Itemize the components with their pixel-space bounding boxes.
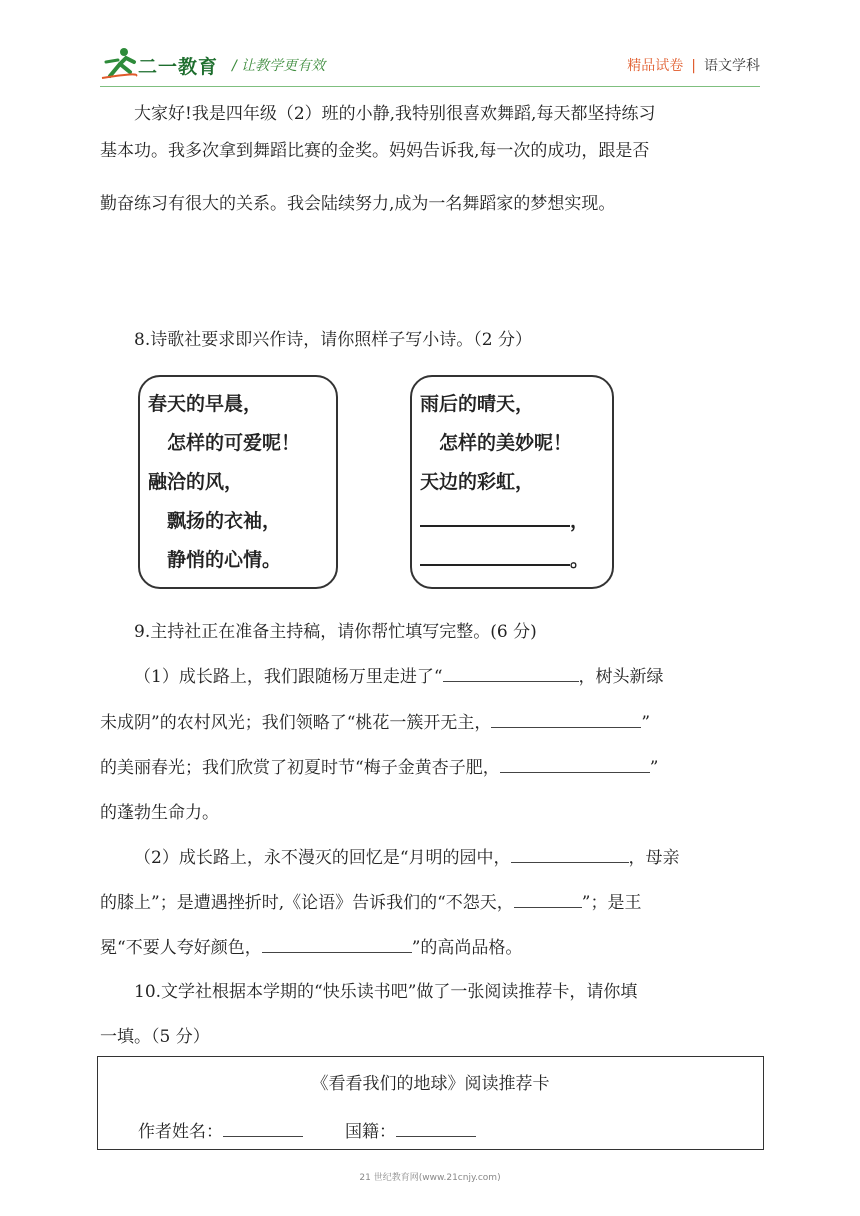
poem-blank-1[interactable] bbox=[420, 507, 570, 527]
q9-p1-line-2: 未成阴”的农村风光；我们领略了“桃花一簇开无主， ” bbox=[100, 713, 651, 733]
poem-blank-2[interactable] bbox=[420, 546, 570, 566]
brand-slogan: / 让教学更有效 bbox=[232, 58, 326, 74]
poem-left-line-4: 飘扬的衣袖， bbox=[148, 510, 282, 532]
q9-title: 9.主持社正在准备主持稿，请你帮忙填写完整。(6 分) bbox=[134, 622, 537, 642]
q9-p1-line-1: （1）成长路上，我们跟随杨万里走进了“ ，树头新绿 bbox=[134, 667, 664, 687]
card-fields bbox=[138, 1117, 476, 1142]
q9-p2-line-3: 冕“不要人夸好颜色， ”的高尚品格。 bbox=[100, 938, 523, 958]
q9-p1-line-3: 的美丽春光；我们欣赏了初夏时节“梅子金黄杏子肥， ” bbox=[100, 758, 659, 778]
q10-line-2: 一填。（5 分） bbox=[100, 1027, 210, 1047]
q9-p1-line-4: 的蓬勃生命力。 bbox=[100, 803, 219, 823]
poem-right-line-2: 怎样的美妙呢！ bbox=[420, 432, 573, 454]
poem-left-line-3: 融洽的风， bbox=[148, 471, 244, 493]
poem-left-line-5: 静悄的心情。 bbox=[148, 549, 282, 571]
author-blank[interactable] bbox=[223, 1122, 303, 1137]
reading-recommendation-card bbox=[97, 1056, 764, 1150]
poem-left-line-1: 春天的早晨， bbox=[148, 393, 263, 415]
poem-example-box bbox=[138, 375, 338, 589]
q9-blank-6[interactable] bbox=[262, 938, 412, 953]
poem-right-line-3: 天边的彩虹， bbox=[420, 471, 535, 493]
nation-blank[interactable] bbox=[396, 1122, 476, 1137]
q9-blank-3[interactable] bbox=[500, 758, 650, 773]
q10-line-1: 10.文学社根据本学期的“快乐读书吧”做了一张阅读推荐卡，请你填 bbox=[134, 982, 638, 1002]
header-divider bbox=[100, 86, 760, 87]
page-header bbox=[0, 0, 860, 90]
q9-p2-line-1: （2）成长路上，永不漫灭的回忆是“月明的园中， ，母亲 bbox=[134, 848, 680, 868]
q9-blank-5[interactable] bbox=[514, 893, 582, 908]
author-label: 作者姓名： bbox=[138, 1122, 223, 1142]
tag-separator: | bbox=[691, 58, 696, 74]
tag-exam: 精品试卷 bbox=[627, 58, 684, 74]
q9-blank-4[interactable] bbox=[511, 848, 629, 863]
poem-left-line-2: 怎样的可爱呢！ bbox=[148, 432, 301, 454]
intro-line-2: 基本功。我多次拿到舞蹈比赛的金奖。妈妈告诉我,每一次的成功，跟是否 bbox=[100, 141, 650, 161]
nation-label: 国籍： bbox=[345, 1122, 396, 1142]
poem-right-line-1: 雨后的晴天， bbox=[420, 393, 535, 415]
brand-name: 二一教育 bbox=[138, 56, 219, 78]
header-tags bbox=[627, 55, 760, 75]
q9-blank-2[interactable] bbox=[491, 713, 641, 728]
poem-right-line-5: 。 bbox=[420, 541, 612, 580]
page-footer: 21 世纪教育网(www.21cnjy.com) bbox=[359, 1173, 501, 1183]
tag-subject: 语文学科 bbox=[704, 58, 760, 74]
card-title: 《看看我们的地球》阅读推荐卡 bbox=[311, 1074, 550, 1094]
poem-right-line-4: ， bbox=[420, 502, 612, 541]
q9-blank-1[interactable] bbox=[443, 667, 579, 682]
intro-line-3: 勤奋练习有很大的关系。我会陆续努力,成为一名舞蹈家的梦想实现。 bbox=[100, 194, 616, 214]
intro-line-1: 大家好!我是四年级（2）班的小静,我特别很喜欢舞蹈,每天都坚持练习 bbox=[134, 104, 656, 124]
q8-title: 8.诗歌社要求即兴作诗，请你照样子写小诗。（2 分） bbox=[134, 330, 532, 350]
q9-p2-line-2: 的膝上”；是遭遇挫折时,《论语》告诉我们的“不怨天， ”；是王 bbox=[100, 893, 642, 913]
poem-answer-box bbox=[410, 375, 614, 589]
